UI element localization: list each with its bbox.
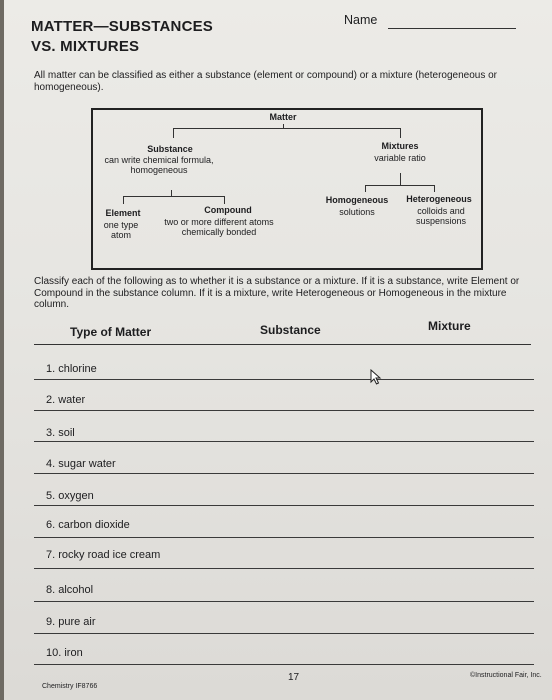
diagram-connector bbox=[224, 196, 225, 204]
diagram-heterogeneous-desc: colloids and suspensions bbox=[415, 206, 467, 226]
answer-line[interactable] bbox=[34, 633, 534, 634]
table-row: 2. water bbox=[46, 394, 86, 406]
classification-diagram bbox=[91, 108, 483, 270]
diagram-matter: Matter bbox=[269, 112, 297, 122]
instructions-text: Classify each of the following as to whether it is a substance or a mixture. If it is a substance, write Element or Compound in the substance column. If it is a mixture, write Heterogeneous or Homogeneous in the mixture column. bbox=[34, 276, 520, 310]
name-label: Name bbox=[344, 13, 378, 27]
footer-book-code: Chemistry IF8766 bbox=[42, 683, 98, 690]
table-row: 5. oxygen bbox=[46, 490, 94, 502]
diagram-connector bbox=[123, 196, 124, 204]
mouse-pointer-icon bbox=[370, 369, 382, 385]
diagram-compound-desc: two or more different atoms chemically bonded bbox=[164, 217, 274, 237]
diagram-connector bbox=[123, 196, 225, 197]
table-row: 3. soil bbox=[46, 427, 75, 439]
name-field-line[interactable] bbox=[388, 28, 516, 29]
header-type-of-matter: Type of Matter bbox=[70, 325, 152, 339]
diagram-connector bbox=[365, 185, 366, 192]
diagram-homogeneous-desc: solutions bbox=[339, 207, 375, 217]
diagram-element-desc: one type atom bbox=[103, 220, 139, 240]
table-row: 6. carbon dioxide bbox=[46, 519, 130, 531]
answer-line[interactable] bbox=[34, 379, 534, 380]
intro-text: All matter can be classified as either a substance (element or compound) or a mixture (heterogeneous or homogeneous). bbox=[34, 70, 498, 93]
header-underline bbox=[34, 344, 531, 345]
table-row: 1. chlorine bbox=[46, 363, 97, 375]
header-substance: Substance bbox=[260, 323, 321, 337]
diagram-connector bbox=[400, 128, 401, 138]
answer-line[interactable] bbox=[34, 664, 534, 665]
header-mixture: Mixture bbox=[428, 319, 471, 333]
diagram-compound: Compound bbox=[204, 205, 252, 215]
diagram-homogeneous: Homogeneous bbox=[325, 195, 389, 205]
answer-line[interactable] bbox=[34, 441, 534, 442]
diagram-connector bbox=[434, 185, 435, 192]
answer-line[interactable] bbox=[34, 410, 534, 411]
answer-line[interactable] bbox=[34, 568, 534, 569]
answer-line[interactable] bbox=[34, 537, 534, 538]
table-row: 9. pure air bbox=[46, 616, 96, 628]
diagram-substance: Substance bbox=[147, 144, 193, 154]
diagram-connector bbox=[173, 128, 174, 138]
diagram-heterogeneous: Heterogeneous bbox=[406, 194, 472, 204]
page-number: 17 bbox=[288, 672, 300, 683]
table-row: 8. alcohol bbox=[46, 584, 94, 596]
title-line-1: MATTER—SUBSTANCES bbox=[31, 18, 214, 35]
diagram-connector bbox=[365, 185, 435, 186]
diagram-connector bbox=[400, 173, 401, 185]
table-row: 4. sugar water bbox=[46, 458, 116, 470]
footer-copyright: ©Instructional Fair, Inc. bbox=[470, 672, 542, 679]
table-row: 7. rocky road ice cream bbox=[46, 549, 161, 561]
answer-line[interactable] bbox=[34, 473, 534, 474]
answer-line[interactable] bbox=[34, 505, 534, 506]
diagram-element: Element bbox=[105, 208, 141, 218]
worksheet-title bbox=[31, 17, 213, 57]
diagram-mixtures-desc: variable ratio bbox=[374, 153, 426, 163]
diagram-mixtures: Mixtures bbox=[381, 141, 419, 151]
answer-line[interactable] bbox=[34, 601, 534, 602]
table-row: 10. iron bbox=[46, 647, 83, 659]
diagram-connector bbox=[173, 128, 401, 129]
diagram-substance-desc: can write chemical formula, homogeneous bbox=[104, 155, 214, 175]
worksheet-page bbox=[4, 0, 552, 700]
title-line-2: VS. MIXTURES bbox=[31, 38, 140, 55]
